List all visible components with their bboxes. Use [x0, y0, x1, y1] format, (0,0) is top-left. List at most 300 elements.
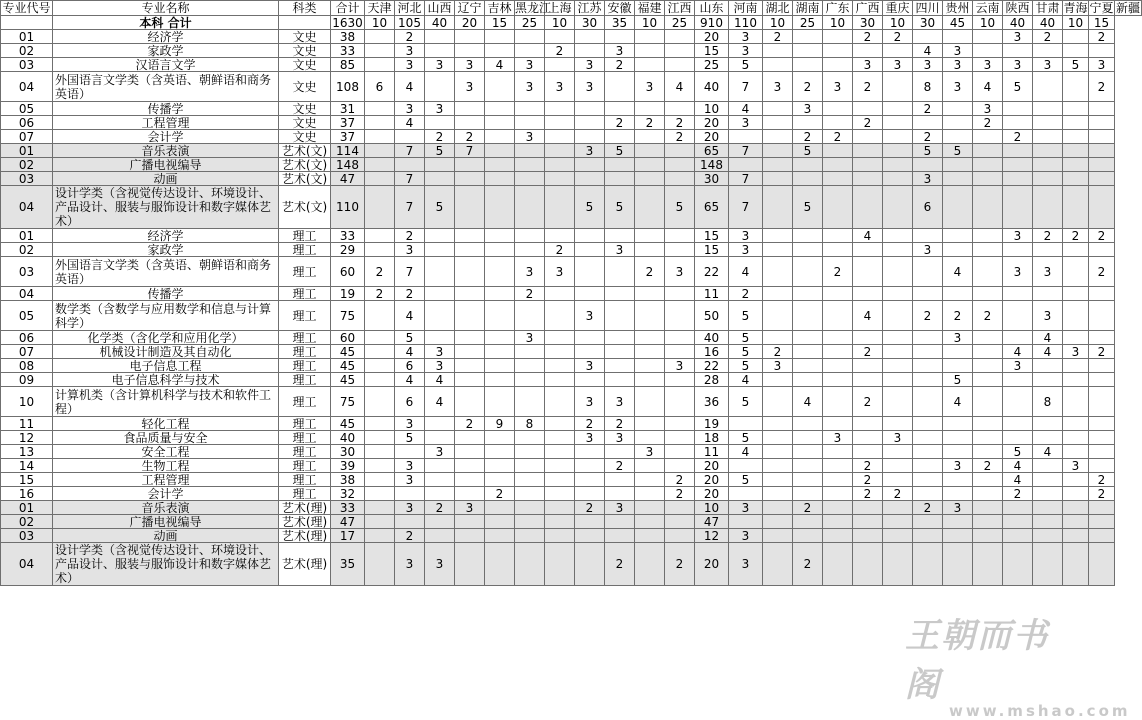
quota-cell: [425, 172, 455, 186]
quota-cell: [883, 72, 913, 102]
quota-cell: 3: [1003, 30, 1033, 44]
quota-cell: 18: [695, 431, 729, 445]
quota-cell: 4: [395, 301, 425, 331]
quota-cell: [823, 345, 853, 359]
quota-cell: [485, 529, 515, 543]
quota-cell: [575, 130, 605, 144]
quota-cell: [425, 301, 455, 331]
quota-cell: 7: [395, 186, 425, 229]
quota-cell: [455, 257, 485, 287]
quota-cell: [485, 373, 515, 387]
quota-cell: [913, 257, 943, 287]
quota-cell: [943, 529, 973, 543]
major-code: 03: [1, 529, 53, 543]
column-header: 专业名称: [53, 1, 279, 16]
quota-cell: [455, 30, 485, 44]
total-value: 25: [793, 16, 823, 30]
quota-cell: [575, 529, 605, 543]
quota-cell: [913, 515, 943, 529]
quota-cell: 3: [883, 58, 913, 72]
quota-cell: [365, 515, 395, 529]
quota-cell: [793, 30, 823, 44]
quota-cell: 2: [605, 116, 635, 130]
quota-cell: 2: [883, 487, 913, 501]
subject-type: 理工: [279, 387, 331, 417]
quota-cell: 2: [395, 30, 425, 44]
table-row: [1, 501, 1142, 515]
quota-cell: [365, 431, 395, 445]
quota-cell: 3: [575, 431, 605, 445]
quota-cell: [365, 144, 395, 158]
quota-cell: 30: [331, 445, 365, 459]
quota-cell: [1063, 102, 1089, 116]
quota-cell: [365, 373, 395, 387]
quota-cell: [853, 529, 883, 543]
quota-cell: [545, 144, 575, 158]
quota-cell: 2: [793, 543, 823, 586]
major-code: 05: [1, 102, 53, 116]
quota-cell: [635, 345, 665, 359]
quota-cell: [973, 387, 1003, 417]
quota-cell: [635, 158, 665, 172]
quota-cell: 10: [695, 102, 729, 116]
quota-cell: 2: [913, 102, 943, 116]
quota-cell: [365, 529, 395, 543]
quota-cell: 3: [1063, 345, 1089, 359]
quota-cell: [1033, 373, 1063, 387]
total-value: 10: [823, 16, 853, 30]
table-row: [1, 543, 1142, 586]
quota-cell: [793, 331, 823, 345]
quota-cell: [823, 102, 853, 116]
table-row: [1, 257, 1142, 287]
quota-cell: [1089, 158, 1115, 172]
quota-cell: 75: [331, 387, 365, 417]
quota-cell: [425, 487, 455, 501]
quota-cell: [635, 144, 665, 158]
quota-cell: 75: [331, 301, 365, 331]
quota-cell: [575, 331, 605, 345]
quota-cell: 4: [943, 257, 973, 287]
quota-cell: [365, 172, 395, 186]
quota-cell: 45: [331, 345, 365, 359]
total-value: 35: [605, 16, 635, 30]
quota-cell: 2: [635, 257, 665, 287]
major-code: 06: [1, 331, 53, 345]
quota-cell: 3: [575, 72, 605, 102]
quota-cell: [635, 287, 665, 301]
quota-cell: 3: [635, 445, 665, 459]
quota-cell: 20: [695, 487, 729, 501]
quota-cell: [545, 331, 575, 345]
quota-cell: [1089, 387, 1115, 417]
quota-cell: [793, 487, 823, 501]
quota-cell: [515, 30, 545, 44]
quota-cell: [823, 243, 853, 257]
quota-cell: [515, 359, 545, 373]
quota-cell: [665, 373, 695, 387]
quota-cell: [515, 243, 545, 257]
quota-cell: [973, 144, 1003, 158]
quota-cell: [365, 331, 395, 345]
major-code: 02: [1, 243, 53, 257]
major-name: 外国语言文学类（含英语、朝鲜语和商务英语）: [53, 257, 279, 287]
table-row: [1, 30, 1142, 44]
quota-cell: [665, 345, 695, 359]
quota-cell: [665, 287, 695, 301]
quota-cell: 2: [665, 116, 695, 130]
quota-cell: 2: [913, 501, 943, 515]
quota-cell: [1033, 459, 1063, 473]
quota-cell: [635, 243, 665, 257]
column-header: 吉林: [485, 1, 515, 16]
quota-cell: [1089, 116, 1115, 130]
quota-cell: [763, 172, 793, 186]
quota-cell: [635, 359, 665, 373]
watermark-main-text: 王朝而书阁: [905, 616, 1049, 705]
quota-cell: 3: [395, 501, 425, 515]
quota-cell: [883, 345, 913, 359]
major-name: 外国语言文学类（含英语、朝鲜语和商务英语）: [53, 72, 279, 102]
column-header: 广西: [853, 1, 883, 16]
quota-cell: 2: [823, 130, 853, 144]
quota-cell: [485, 445, 515, 459]
quota-cell: [763, 373, 793, 387]
quota-cell: [913, 445, 943, 459]
quota-cell: [1089, 431, 1115, 445]
quota-cell: [1003, 287, 1033, 301]
quota-cell: [455, 515, 485, 529]
quota-cell: [793, 529, 823, 543]
quota-cell: [515, 229, 545, 243]
table-row: [1, 287, 1142, 301]
quota-cell: 2: [605, 58, 635, 72]
quota-cell: [1033, 44, 1063, 58]
quota-cell: [823, 387, 853, 417]
quota-cell: [1033, 116, 1063, 130]
quota-cell: [793, 287, 823, 301]
major-code: 16: [1, 487, 53, 501]
quota-cell: [455, 345, 485, 359]
major-name: 机械设计制造及其自动化: [53, 345, 279, 359]
subject-type: 理工: [279, 431, 331, 445]
major-name: 汉语言文学: [53, 58, 279, 72]
quota-cell: [943, 473, 973, 487]
quota-cell: 3: [1089, 58, 1115, 72]
quota-cell: [1063, 515, 1089, 529]
quota-cell: 2: [853, 473, 883, 487]
quota-cell: [883, 243, 913, 257]
quota-cell: [515, 44, 545, 58]
quota-cell: 3: [729, 243, 763, 257]
subject-type: 文史: [279, 130, 331, 144]
quota-cell: [973, 487, 1003, 501]
major-name: 经济学: [53, 229, 279, 243]
quota-cell: [515, 102, 545, 116]
quota-cell: [455, 487, 485, 501]
quota-cell: [545, 445, 575, 459]
quota-cell: [1033, 431, 1063, 445]
quota-cell: 4: [793, 387, 823, 417]
quota-cell: [485, 345, 515, 359]
total-value: 1630: [332, 15, 363, 30]
quota-cell: 4: [973, 72, 1003, 102]
quota-cell: [1063, 172, 1089, 186]
quota-cell: 38: [331, 30, 365, 44]
table-row: [1, 487, 1142, 501]
table-row: [1, 243, 1142, 257]
quota-cell: [1063, 501, 1089, 515]
quota-cell: [545, 130, 575, 144]
quota-cell: 4: [1003, 345, 1033, 359]
quota-cell: [1003, 301, 1033, 331]
quota-cell: [1063, 72, 1089, 102]
total-value: 25: [665, 16, 695, 30]
quota-cell: [485, 158, 515, 172]
quota-cell: 5: [605, 186, 635, 229]
quota-cell: [883, 257, 913, 287]
quota-cell: [943, 431, 973, 445]
quota-cell: [1033, 186, 1063, 229]
quota-cell: [973, 345, 1003, 359]
quota-cell: 2: [605, 459, 635, 473]
major-code: 14: [1, 459, 53, 473]
column-header: 安徽: [605, 1, 635, 16]
column-header: 广东: [823, 1, 853, 16]
quota-cell: 7: [729, 172, 763, 186]
major-code: 12: [1, 431, 53, 445]
subject-type: 理工: [279, 243, 331, 257]
quota-cell: 2: [853, 116, 883, 130]
quota-cell: [515, 473, 545, 487]
quota-cell: 3: [1003, 58, 1033, 72]
quota-cell: [1089, 301, 1115, 331]
quota-cell: 3: [665, 359, 695, 373]
quota-cell: [823, 44, 853, 58]
quota-cell: 2: [575, 417, 605, 431]
quota-cell: [853, 515, 883, 529]
major-code: 04: [1, 543, 53, 586]
quota-cell: [763, 459, 793, 473]
quota-cell: [575, 445, 605, 459]
quota-cell: [943, 359, 973, 373]
major-name: 广播电视编导: [53, 158, 279, 172]
quota-cell: 4: [913, 44, 943, 58]
quota-cell: [485, 144, 515, 158]
quota-cell: [605, 229, 635, 243]
quota-cell: [913, 30, 943, 44]
quota-cell: [793, 417, 823, 431]
quota-cell: [575, 473, 605, 487]
quota-cell: 5: [943, 144, 973, 158]
quota-cell: [485, 387, 515, 417]
quota-cell: [575, 243, 605, 257]
quota-cell: [943, 287, 973, 301]
quota-cell: 4: [485, 58, 515, 72]
table-row: [1, 331, 1142, 345]
quota-cell: [515, 445, 545, 459]
quota-cell: [1063, 186, 1089, 229]
quota-cell: [545, 529, 575, 543]
quota-cell: [883, 373, 913, 387]
quota-cell: 2: [853, 72, 883, 102]
quota-cell: [425, 417, 455, 431]
quota-cell: 7: [455, 144, 485, 158]
quota-cell: [365, 243, 395, 257]
quota-cell: 3: [665, 257, 695, 287]
quota-cell: [823, 445, 853, 459]
quota-cell: [1003, 431, 1033, 445]
major-name: 化学类（含化学和应用化学）: [53, 331, 279, 345]
quota-cell: [943, 102, 973, 116]
quota-cell: [365, 501, 395, 515]
major-code: 04: [1, 186, 53, 229]
quota-cell: [823, 158, 853, 172]
quota-cell: [913, 487, 943, 501]
quota-cell: 50: [695, 301, 729, 331]
quota-cell: [665, 529, 695, 543]
total-value: 30: [853, 16, 883, 30]
quota-cell: 2: [1033, 229, 1063, 243]
quota-cell: [793, 431, 823, 445]
major-code: 10: [1, 387, 53, 417]
quota-cell: 3: [913, 172, 943, 186]
quota-cell: [455, 301, 485, 331]
quota-cell: 3: [395, 473, 425, 487]
quota-cell: [425, 116, 455, 130]
quota-cell: [823, 30, 853, 44]
quota-cell: [973, 229, 1003, 243]
quota-cell: 3: [515, 58, 545, 72]
quota-cell: [1089, 243, 1115, 257]
quota-cell: [913, 287, 943, 301]
quota-cell: [425, 431, 455, 445]
quota-cell: 29: [331, 243, 365, 257]
subject-type: 文史: [279, 72, 331, 102]
quota-cell: 3: [943, 72, 973, 102]
quota-cell: [973, 130, 1003, 144]
quota-cell: 33: [331, 229, 365, 243]
quota-cell: [665, 445, 695, 459]
quota-cell: [485, 44, 515, 58]
quota-cell: 3: [575, 144, 605, 158]
quota-cell: 3: [425, 445, 455, 459]
quota-cell: [913, 158, 943, 172]
quota-cell: [545, 186, 575, 229]
quota-cell: [485, 116, 515, 130]
quota-cell: [973, 243, 1003, 257]
quota-cell: 3: [515, 130, 545, 144]
quota-cell: 2: [545, 243, 575, 257]
quota-cell: [913, 529, 943, 543]
quota-cell: [575, 158, 605, 172]
quota-cell: [943, 229, 973, 243]
quota-cell: [635, 373, 665, 387]
quota-cell: [793, 445, 823, 459]
quota-cell: [1033, 515, 1063, 529]
table-row: [1, 144, 1142, 158]
subject-type: 艺术(文): [279, 144, 331, 158]
quota-cell: [635, 543, 665, 586]
quota-cell: [665, 58, 695, 72]
quota-cell: [365, 229, 395, 243]
quota-cell: [1033, 130, 1063, 144]
quota-cell: [1003, 186, 1033, 229]
quota-cell: [455, 186, 485, 229]
major-code: 01: [1, 30, 53, 44]
quota-cell: [635, 130, 665, 144]
column-header: 湖南: [793, 1, 823, 16]
quota-cell: 2: [1089, 345, 1115, 359]
quota-cell: 47: [695, 515, 729, 529]
quota-cell: 6: [395, 387, 425, 417]
quota-cell: [665, 501, 695, 515]
quota-cell: [793, 459, 823, 473]
quota-cell: [605, 331, 635, 345]
quota-cell: [605, 172, 635, 186]
quota-cell: [365, 44, 395, 58]
quota-cell: [853, 186, 883, 229]
quota-cell: [883, 144, 913, 158]
quota-cell: 25: [695, 58, 729, 72]
major-name: 工程管理: [53, 116, 279, 130]
table-row: [1, 529, 1142, 543]
quota-cell: [1033, 543, 1063, 586]
quota-cell: 3: [823, 431, 853, 445]
quota-cell: [635, 387, 665, 417]
quota-cell: 85: [331, 58, 365, 72]
quota-cell: 3: [545, 257, 575, 287]
quota-cell: 22: [695, 257, 729, 287]
quota-cell: [455, 116, 485, 130]
quota-cell: 7: [395, 144, 425, 158]
major-code: 06: [1, 116, 53, 130]
quota-cell: [1033, 287, 1063, 301]
quota-cell: [1003, 331, 1033, 345]
quota-cell: [913, 229, 943, 243]
total-value: 45: [943, 16, 973, 30]
quota-cell: [943, 515, 973, 529]
quota-cell: [605, 287, 635, 301]
total-value: 30: [575, 16, 605, 30]
total-value: 15: [485, 16, 515, 30]
quota-cell: [883, 287, 913, 301]
quota-cell: [1003, 373, 1033, 387]
quota-cell: 3: [455, 58, 485, 72]
total-value: 20: [455, 16, 485, 30]
quota-cell: [1003, 387, 1033, 417]
total-row: [1, 16, 1142, 30]
quota-cell: [425, 72, 455, 102]
quota-cell: 40: [331, 431, 365, 445]
total-type-cell: [279, 16, 331, 30]
column-header: 科类: [279, 1, 331, 16]
quota-cell: [605, 257, 635, 287]
quota-cell: [365, 301, 395, 331]
quota-cell: [575, 345, 605, 359]
total-value: 10: [1063, 16, 1089, 30]
subject-type: 艺术(文): [279, 158, 331, 172]
quota-cell: 2: [793, 501, 823, 515]
quota-cell: 2: [1063, 229, 1089, 243]
quota-cell: 5: [665, 186, 695, 229]
quota-cell: [1063, 158, 1089, 172]
quota-cell: [729, 130, 763, 144]
subject-type: 文史: [279, 116, 331, 130]
total-value: 10: [545, 16, 575, 30]
quota-cell: [665, 229, 695, 243]
total-value: 40: [1003, 16, 1033, 30]
